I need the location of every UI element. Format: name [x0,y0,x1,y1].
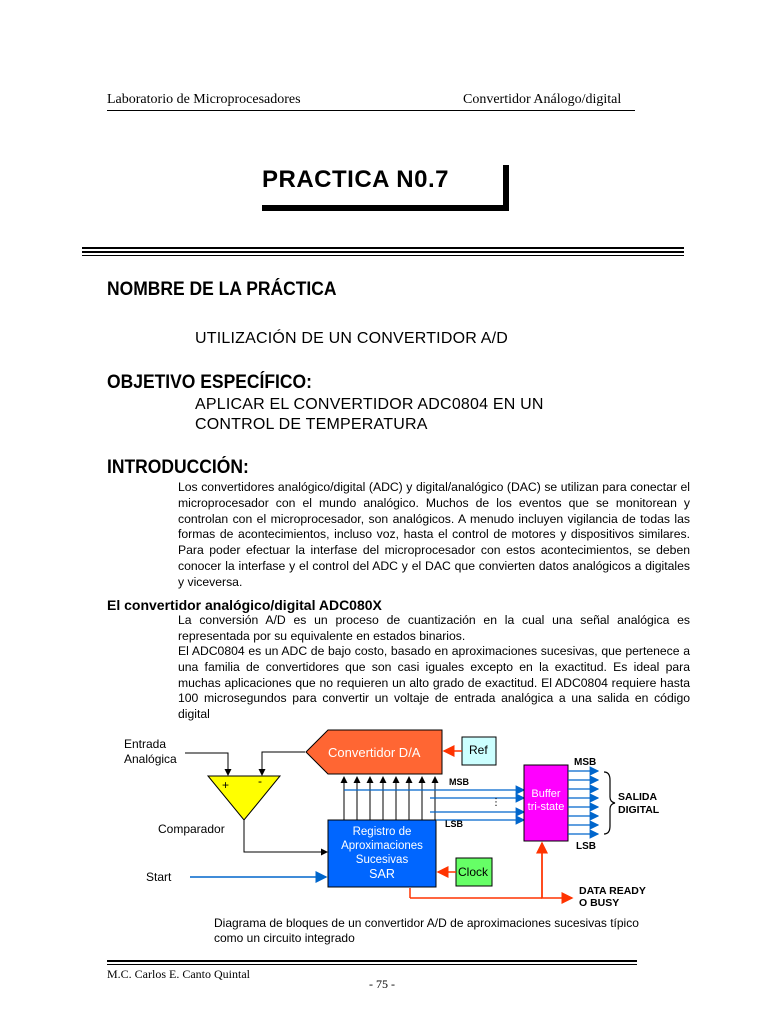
data-ready-line-2: O BUSY [579,897,620,909]
salida-label [618,791,659,817]
objective-heading: OBJETIVO ESPECÍFICO: [107,372,312,393]
sar-line-2: Aproximaciones [341,840,423,852]
caption-line-2: como un circuito integrado [214,931,355,945]
header-right: Convertidor Análogo/digital [463,92,622,107]
sar-line-4: SAR [369,867,395,881]
sar-label [328,825,436,881]
comparator-minus: - [258,774,262,788]
page-title: PRACTICA N0.7 [262,166,449,193]
comparador-label: Comparador [158,822,225,836]
diagram-caption [214,916,639,946]
intro-heading: INTRODUCCIÓN: [107,457,249,478]
output-brace [604,772,615,834]
msb-small-label: MSB [449,777,469,787]
adc-heading: El convertidor analógico/digital ADC080X [107,597,382,613]
footer-rule [107,964,637,965]
dac-label: Convertidor D/A [328,745,421,760]
bus-dots: ⋮ [491,797,501,808]
salida-line-1: SALIDA [618,791,658,803]
buffer-label [524,788,568,814]
entrada-label-2: Analógica [124,752,177,766]
feedback-wire [262,752,305,775]
sar-line-1: Registro de [352,826,412,838]
lsb-out-label: LSB [576,841,596,852]
sar-line-3: Sucesivas [355,854,409,866]
adc-paragraph-1: La conversión A/D es un proceso de cuantización en la cual una señal analógica es representada por su equivalente en estados binarios. [178,613,690,643]
data-ready-arrow [542,843,572,898]
footer-rule [107,960,637,962]
salida-line-2: DIGITAL [618,804,660,816]
start-label: Start [146,870,172,884]
name-heading: NOMBRE DE LA PRÁCTICA [107,279,337,300]
adc-paragraph-2: El ADC0804 es un ADC de bajo costo, basado en aproximaciones sucesivas, que pertenece a una familia de convertidores que son casi iguales excepto en la exactitud. Es ideal para muchas aplicaciones que no requieren un alto grado de exactitud. El ADC0804 requiere hasta 100 microsegundos para convertir un voltaje de entrada analógica a una salida en código digital [178,644,690,722]
data-ready-label [579,885,646,909]
intro-paragraph: Los convertidores analógico/digital (ADC) y digital/analógico (DAC) se utilizan para conectar el microprocesador con el mundo analógico. Muchos de los eventos que se monitorean y controlan con el microprocesador, son analógicos. A menudo incluyen vigilancia de todas las formas de acontecimientos, incluso voz, hasta el control de motores y dispositivos similares. Para poder efectuar la interfase del microprocesador con estos acontecimientos, se deben conocer la interfase y el control del ADC y el DAC que convierten datos analógicos a digitales y viceversa. [178,480,690,589]
name-value: UTILIZACIÓN DE UN CONVERTIDOR A/D [195,330,509,347]
input-wire [185,753,228,775]
entrada-label-1: Entrada [124,737,167,751]
objective-line-1: APLICAR EL CONVERTIDOR ADC0804 EN UN [195,396,544,413]
page-number: - 75 - [369,977,395,991]
header-left: Laboratorio de Microprocesadores [107,92,301,107]
buffer-line-2: tri-state [527,801,565,813]
msb-out-label: MSB [574,757,597,768]
comparator-output-wire [244,820,327,852]
data-ready-line-1: DATA READY [579,885,646,897]
clock-label: Clock [458,865,489,879]
ref-label: Ref [469,743,488,757]
objective-line-2: CONTROL DE TEMPERATURA [195,416,428,433]
caption-line-1: Diagrama de bloques de un convertidor A/D de aproximaciones sucesivas típico [214,916,639,930]
digital-outputs [568,771,598,834]
lsb-small-label: LSB [445,819,463,829]
buffer-line-1: Buffer [531,788,561,800]
footer-author: M.C. Carlos E. Canto Quintal [107,967,250,981]
comparator-plus: + [222,778,230,792]
comparator-triangle [208,776,280,820]
data-bus [344,777,435,820]
